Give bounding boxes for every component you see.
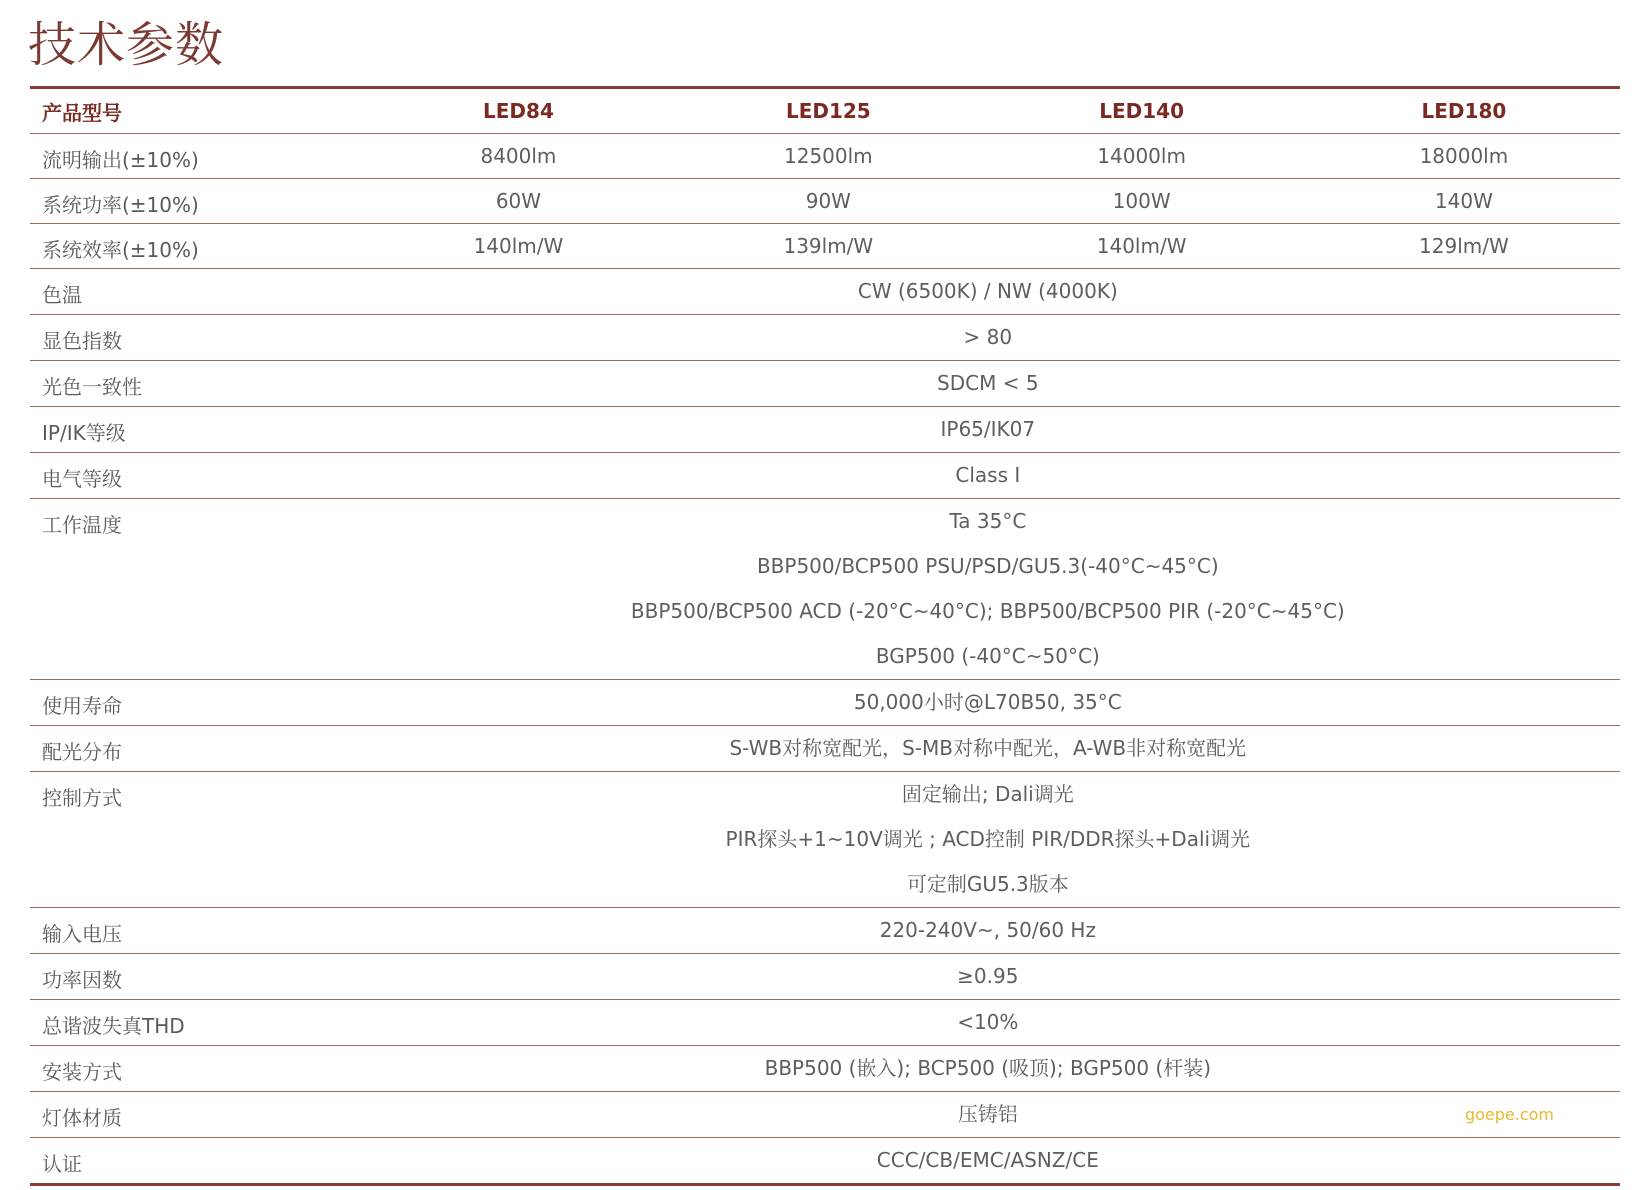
row-label: 控制方式 [30,772,356,908]
row-label: 灯体材质 [30,1092,356,1138]
table-row [30,361,1620,407]
cell-value: 90W [681,179,975,224]
row-label: 电气等级 [30,453,356,499]
cell-value-span [356,407,1620,453]
cell-value: 14000lm [975,134,1307,179]
column-header-led125: LED125 [681,88,975,134]
cell-value: 100W [975,179,1307,224]
table-row [30,1092,1620,1138]
cell-line: <10% [957,1010,1019,1034]
cell-value: 139lm/W [681,224,975,269]
table-row [30,315,1620,361]
cell-line: SDCM < 5 [937,371,1039,395]
row-label: 光色一致性 [30,361,356,407]
cell-value-span [356,726,1620,772]
table-row [30,680,1620,726]
page-title: 技术参数 [28,17,225,73]
row-label: 使用寿命 [30,680,356,726]
cell-line: CW (6500K) / NW (4000K) [857,279,1118,303]
cell-value-span [356,1092,1620,1138]
cell-value-span [356,1046,1620,1092]
cell-value-span [356,499,1620,680]
spec-table [30,86,1620,1186]
cell-value: 60W [356,179,682,224]
watermark: goepe.com [1464,1105,1554,1124]
table-row [30,1046,1620,1092]
cell-value-span [356,772,1620,908]
cell-line: 固定输出; Dali调光 [901,782,1074,806]
cell-value-span [356,908,1620,954]
cell-value-span [356,315,1620,361]
cell-line: BBP500 (嵌入); BCP500 (吸顶); BGP500 (杆装) [764,1056,1212,1080]
cell-line: 220-240V~, 50/60 Hz [879,918,1096,942]
row-label: 总谐波失真THD [30,1000,356,1046]
cell-value-span [356,954,1620,1000]
cell-value-span [356,453,1620,499]
cell-line: ≥0.95 [957,964,1019,988]
cell-value-span [356,680,1620,726]
row-label: 流明输出(±10%) [30,134,356,179]
table-row [30,908,1620,954]
cell-line: BBP500/BCP500 PSU/PSD/GU5.3(-40°C~45°C) [756,554,1219,578]
row-label: 安装方式 [30,1046,356,1092]
table-row [30,269,1620,315]
cell-value: 8400lm [356,134,682,179]
table-row [30,726,1620,772]
table-row [30,772,1620,908]
cell-value: 18000lm [1308,134,1620,179]
cell-value-span [356,361,1620,407]
table-row [30,407,1620,453]
table-header-row [30,88,1620,134]
cell-line: 可定制GU5.3版本 [906,872,1069,896]
row-label: 输入电压 [30,908,356,954]
cell-line: 压铸铝 [957,1102,1018,1126]
cell-line: Class I [955,463,1021,487]
row-label: 显色指数 [30,315,356,361]
row-label: 色温 [30,269,356,315]
table-body [30,134,1620,1185]
cell-line: > 80 [963,325,1013,349]
table-row [30,954,1620,1000]
row-label: 认证 [30,1138,356,1185]
cell-value: 140lm/W [975,224,1307,269]
cell-line: IP65/IK07 [940,417,1036,441]
cell-line: Ta 35°C [949,509,1027,533]
table-row [30,1000,1620,1046]
column-header-led84: LED84 [356,88,682,134]
table-row [30,1138,1620,1185]
table-row [30,179,1620,224]
cell-value-span [356,1138,1620,1185]
cell-value: 12500lm [681,134,975,179]
row-label: 系统效率(±10%) [30,224,356,269]
cell-line: S-WB对称宽配光，S-MB对称中配光，A-WB非对称宽配光 [729,736,1247,760]
row-label: 配光分布 [30,726,356,772]
cell-line: BBP500/BCP500 ACD (-20°C~40°C); BBP500/BCP500 PIR (-20°C~45°C) [630,599,1345,623]
table-row [30,134,1620,179]
table-row [30,224,1620,269]
cell-value-span [356,269,1620,315]
cell-value: 129lm/W [1308,224,1620,269]
cell-value: 140W [1308,179,1620,224]
row-label: 功率因数 [30,954,356,1000]
column-header-led180: LED180 [1308,88,1620,134]
cell-value-span [356,1000,1620,1046]
cell-line: PIR探头+1~10V调光 ; ACD控制 PIR/DDR探头+Dali调光 [725,827,1251,851]
cell-line: CCC/CB/EMC/ASNZ/CE [876,1148,1099,1172]
row-label: IP/IK等级 [30,407,356,453]
row-label: 系统功率(±10%) [30,179,356,224]
cell-line: 50,000小时@L70B50, 35°C [853,690,1122,714]
table-row [30,499,1620,680]
cell-value: 140lm/W [356,224,682,269]
row-label: 工作温度 [30,499,356,680]
table-row [30,453,1620,499]
column-header-model: 产品型号 [30,88,356,134]
column-header-led140: LED140 [975,88,1307,134]
cell-line: BGP500 (-40°C~50°C) [875,644,1100,668]
